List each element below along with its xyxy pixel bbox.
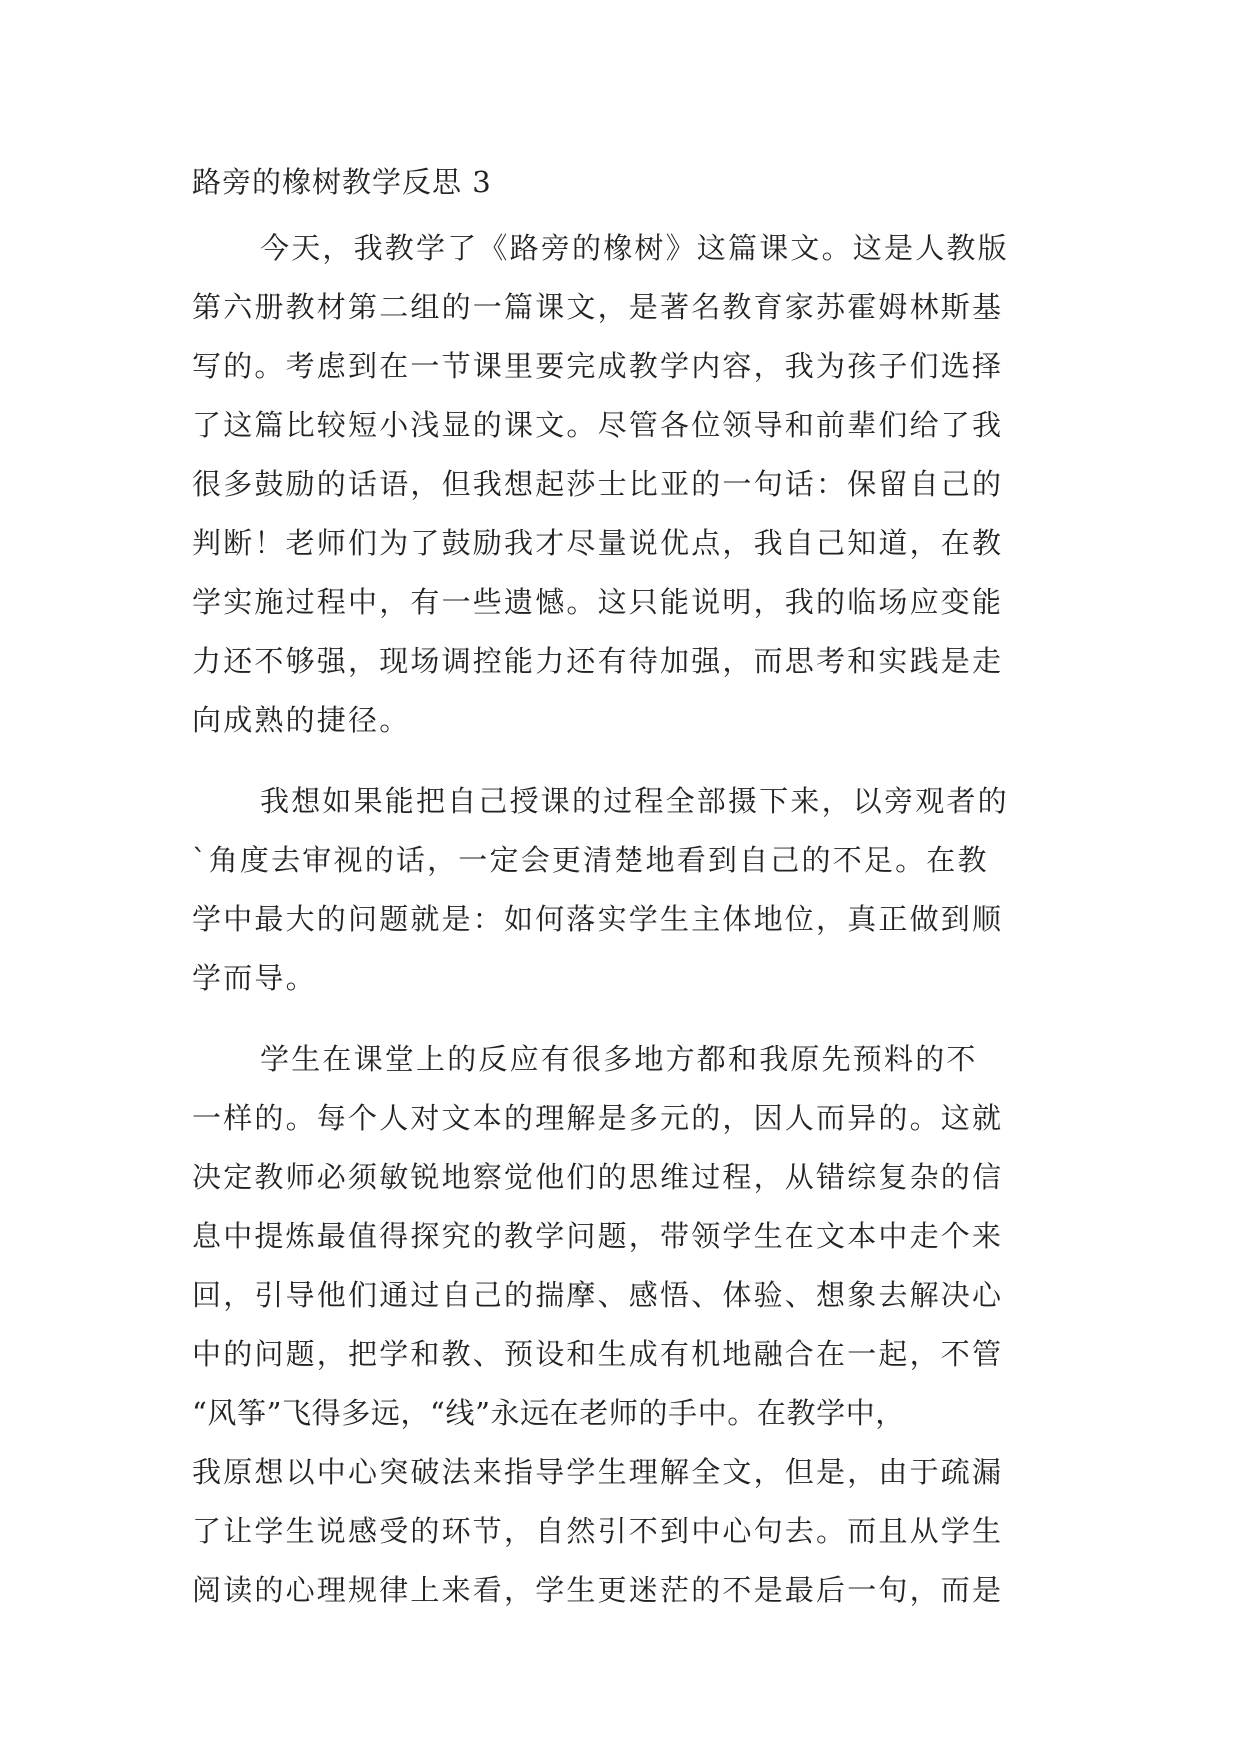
text-line: 中的问题，把学和教、预设和生成有机地融合在一起，不管 (192, 1337, 1004, 1371)
paragraph-3 (192, 1030, 1052, 1620)
text-line: 我想如果能把自己授课的过程全部摄下来，以旁观者的 (260, 784, 1009, 818)
text-line: 学中最大的问题就是：如何落实学生主体地位，真正做到顺 (192, 902, 1004, 936)
text-line: 了让学生说感受的环节，自然引不到中心句去。而且从学生 (192, 1514, 1004, 1548)
text-line: 第六册教材第二组的一篇课文，是著名教育家苏霍姆林斯基 (192, 290, 1004, 324)
text-line: 力还不够强，现场调控能力还有待加强，而思考和实践是走 (192, 644, 1004, 678)
text-line: 我原想以中心突破法来指导学生理解全文，但是，由于疏漏 (192, 1455, 1004, 1489)
text-line: 阅读的心理规律上来看，学生更迷茫的不是最后一句，而是 (192, 1573, 1004, 1607)
paragraph-1 (192, 219, 1052, 750)
text-line: 学生在课堂上的反应有很多地方都和我原先预料的不 (260, 1042, 978, 1076)
text-line: 息中提炼最值得探究的教学问题，带领学生在文本中走个来 (192, 1219, 1004, 1253)
paragraph-2 (192, 772, 1052, 1008)
text-line: 很多鼓励的话语，但我想起莎士比亚的一句话：保留自己的 (192, 467, 1004, 501)
text-line: 一样的。每个人对文本的理解是多元的，因人而异的。这就 (192, 1101, 1004, 1135)
text-line: 写的。考虑到在一节课里要完成教学内容，我为孩子们选择 (192, 349, 1004, 383)
text-line: 决定教师必须敏锐地察觉他们的思维过程，从错综复杂的信 (192, 1160, 1004, 1194)
document-body (192, 219, 1052, 1642)
text-line: `角度去审视的话，一定会更清楚地看到自己的不足。在教 (192, 843, 989, 877)
text-line: 判断！老师们为了鼓励我才尽量说优点，我自己知道，在教 (192, 526, 1004, 560)
text-line: 学而导。 (192, 961, 317, 995)
text-line: “风筝”飞得多远，“线”永远在老师的手中。在教学中， (192, 1396, 905, 1430)
text-line: 向成熟的捷径。 (192, 703, 411, 737)
text-line: 今天，我教学了《路旁的橡树》这篇课文。这是人教版 (260, 231, 1009, 265)
document-title: 路旁的橡树教学反思 3 (192, 165, 492, 199)
text-line: 了这篇比较短小浅显的课文。尽管各位领导和前辈们给了我 (192, 408, 1004, 442)
text-line: 回，引导他们通过自己的揣摩、感悟、体验、想象去解决心 (192, 1278, 1004, 1312)
text-line: 学实施过程中，有一些遗憾。这只能说明，我的临场应变能 (192, 585, 1004, 619)
